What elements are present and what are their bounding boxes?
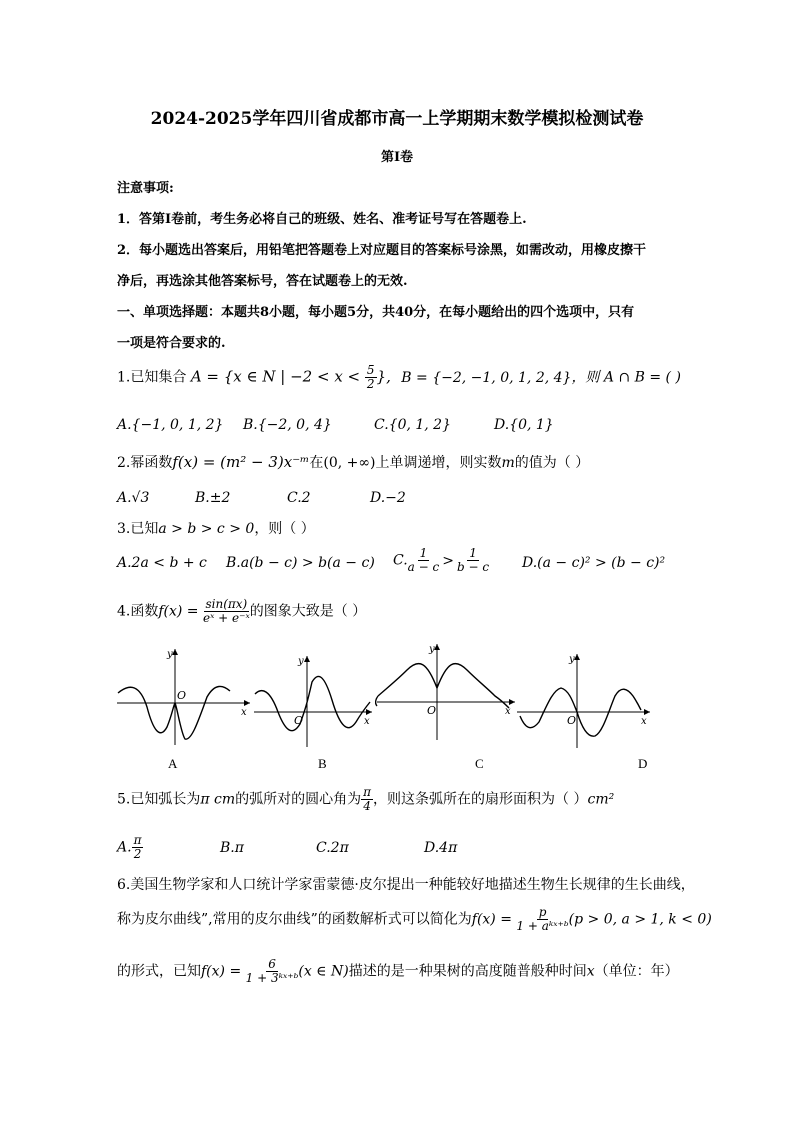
q4-graph-c-label: C	[475, 756, 484, 771]
q1-set-b: B = {−2, −1, 0, 1, 2, 4}	[401, 369, 572, 386]
q5-option-b: B.π	[220, 840, 244, 856]
q2-option-a: A.√3	[117, 490, 150, 506]
svg-text:O: O	[294, 714, 304, 727]
q3-ask: ，则（ ）	[254, 521, 315, 537]
q4-graph-b	[252, 652, 377, 752]
svg-text:x: x	[364, 716, 370, 727]
svg-text:y: y	[298, 656, 304, 667]
section-1-line-2: 一项是符合要求的.	[117, 336, 226, 351]
volume-label: 第I卷	[380, 150, 414, 165]
q4-graph-d-label: D	[638, 756, 648, 771]
q2-option-d: D.−2	[370, 490, 406, 506]
question-1	[117, 364, 681, 391]
q2-option-c: C.2	[287, 490, 311, 506]
q4-graph-c	[375, 640, 520, 745]
q6-line-1: 6.美国生物学家和人口统计学家雷蒙德·皮尔提出一种能较好地描述生物生长规律的生长曲线，	[117, 877, 695, 893]
q2-expression: f(x) = (m² − 3)x⁻ᵐ	[172, 453, 310, 471]
notes-heading: 注意事项:	[117, 181, 174, 196]
q6-formula2-fraction: $\frac{6}{\text{1 + 3ᵏˣ⁺ᵇ}}$	[245, 957, 299, 985]
question-4	[117, 598, 366, 625]
section-1-line-1: 一、单项选择题：本题共8小题，每小题5分，共40分，在每小题给出的四个选项中，只有	[117, 305, 635, 320]
q1-prefix: 1.已知集合	[117, 369, 187, 386]
q3-option-b: B.a(b − c) > b(a − c)	[226, 555, 375, 571]
question-2	[117, 452, 589, 472]
q3-prefix: 3.已知	[117, 521, 159, 537]
q3-option-d: D.(a − c)² > (b − c)²	[522, 555, 666, 571]
q2-mid: 在(0, +∞)上单调递增，则实数	[309, 455, 502, 471]
q5-angle: $\frac{\pi}{4}$	[363, 785, 372, 813]
q1-option-a: A.{−1, 0, 1, 2}	[117, 417, 224, 433]
q2-prefix: 2.幂函数	[117, 455, 173, 471]
q6-line-3: 的形式，已知f(x) = $\frac{6}{\text{1 + 3ᵏˣ⁺ᵇ}}$ (x ∈ N)描述的是一种果树的高度随普般种时间x（单位：年）	[117, 957, 679, 985]
q2-option-b: B.±2	[195, 490, 231, 506]
q2-var: m	[501, 455, 515, 471]
q5-option-c: C.2π	[316, 840, 349, 856]
svg-text:x: x	[641, 716, 647, 727]
q4-ask: 的图象大致是（ ）	[249, 603, 367, 620]
q4-graph-a	[115, 645, 255, 750]
svg-text:y: y	[167, 649, 173, 660]
q2-ask: 的值为（ ）	[514, 455, 590, 471]
q1-ask: ，则 A ∩ B = ( )	[571, 369, 681, 386]
svg-text:O: O	[427, 704, 437, 717]
q4-prefix: 4.函数	[117, 603, 159, 620]
q4-graph-a-label: A	[168, 756, 178, 771]
question-5: 5.已知弧长为π cm的弧所对的圆心角为 $\frac{\pi}{4}$ ，则这条弧所在的扇形面积为（ ）cm²	[117, 785, 615, 813]
q4-graph-d	[515, 650, 655, 750]
notes-item-2-line-2: 净后，再选涂其他答案标号，答在试题卷上的无效.	[117, 274, 408, 289]
page-title: 2024-2025学年四川省成都市高一上学期期末数学模拟检测试卷	[150, 109, 644, 129]
q1-option-c: C.{0, 1, 2}	[374, 417, 451, 433]
notes-item-1: 1．答第I卷前，考生务必将自己的班级、姓名、准考证号写在答题卷上.	[117, 212, 527, 227]
q1-option-d: D.{0, 1}	[494, 417, 554, 433]
q1-set-a-right: },	[376, 367, 391, 386]
notes-item-2-line-1: 2．每小题选出答案后，用铅笔把答题卷上对应题目的答案标号涂黑，如需改动，用橡皮擦干	[117, 243, 647, 258]
svg-text:O: O	[567, 714, 577, 727]
q1-option-b: B.{−2, 0, 4}	[243, 417, 332, 433]
q4-lhs: f(x) =	[158, 603, 203, 620]
q5-unit: cm²	[587, 791, 615, 808]
q6-line-2: 称为皮尔曲线”,常用的皮尔曲线”的函数解析式可以简化为f(x) = $\frac{p}{\text{1 + aᵏˣ⁺ᵇ}}$ (p > 0, a > 1, k < 0)	[117, 905, 712, 933]
svg-text:x: x	[505, 706, 511, 717]
q5-length: π cm	[200, 791, 236, 808]
q5-option-a: A. $\frac{\pi}{2}$	[117, 833, 142, 861]
q3-condition: a > b > c > 0	[158, 521, 255, 537]
svg-text:O: O	[177, 689, 187, 702]
q1-set-a-fraction: $\frac{5}{2}$	[366, 363, 375, 391]
q3-option-c: C. $\frac{1}{a - c}$ > $\frac{1}{b - c}$	[393, 546, 490, 574]
svg-text:y: y	[569, 654, 575, 665]
q1-set-a-left: A = {x ∈ N | −2 < x <	[190, 367, 365, 386]
question-3	[117, 518, 315, 538]
q4-fraction: $\frac{\sin(\pi x)}{\text{eˣ + e⁻ˣ}}$	[203, 597, 250, 625]
q6-formula-fraction: $\frac{p}{\text{1 + aᵏˣ⁺ᵇ}}$	[516, 905, 569, 933]
svg-text:x: x	[241, 707, 247, 718]
q4-graph-b-label: B	[318, 756, 327, 771]
svg-text:y: y	[429, 644, 435, 655]
q5-option-d: D.4π	[424, 840, 458, 856]
q3-option-a: A.2a < b + c	[117, 555, 207, 571]
